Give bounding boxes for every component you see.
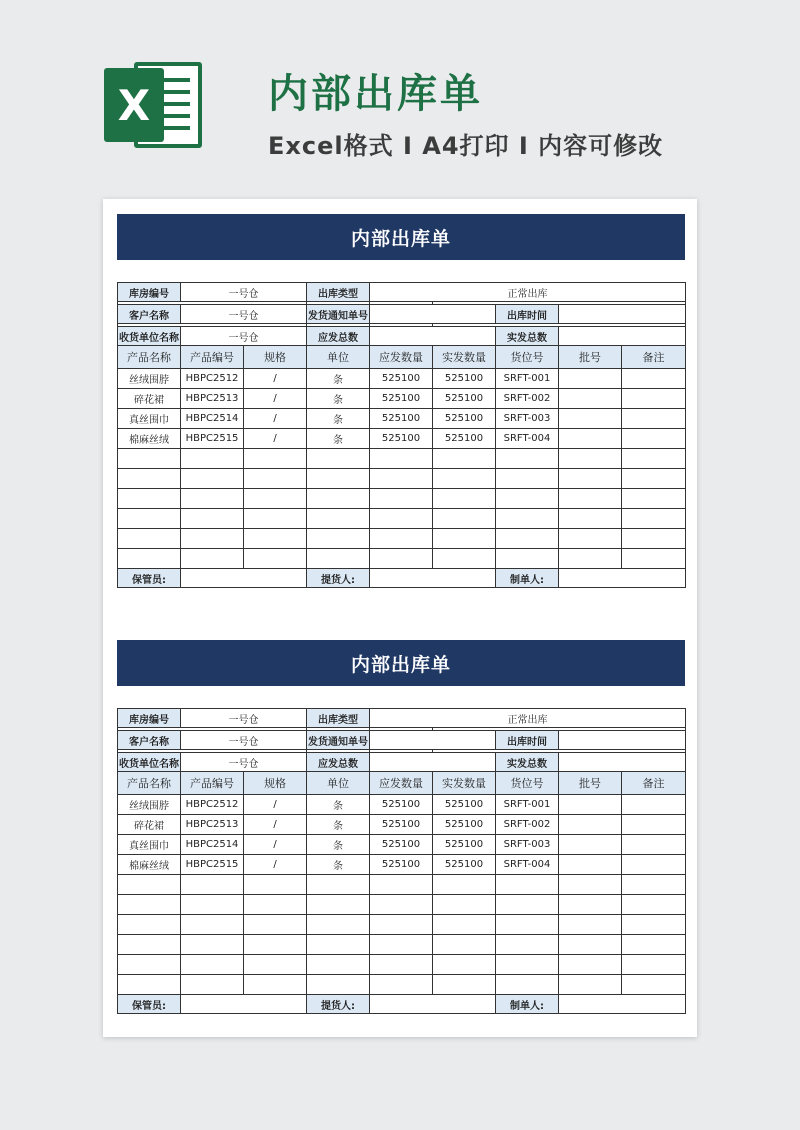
table-row — [118, 369, 686, 389]
table-row — [118, 835, 686, 855]
cell-batch[interactable] — [559, 855, 622, 875]
keeper-label: 保管员: — [118, 569, 181, 588]
col-header-batch: 批号 — [559, 772, 622, 795]
cell-qty-sent[interactable]: 525100 — [433, 835, 496, 855]
col-header-spec: 规格 — [244, 346, 307, 369]
notice-no-label: 发货通知单号 — [307, 731, 370, 750]
blank-row — [118, 469, 686, 489]
col-header-product-name: 产品名称 — [118, 346, 181, 369]
cell-product-name[interactable]: 真丝围巾 — [118, 835, 181, 855]
cell-qty-sent[interactable]: 525100 — [433, 369, 496, 389]
cell-batch[interactable] — [559, 389, 622, 409]
cell-location[interactable]: SRFT-004 — [496, 855, 559, 875]
cell-product-name[interactable]: 碎花裙 — [118, 815, 181, 835]
out-type-value[interactable]: 正常出库 — [370, 283, 686, 302]
cell-spec[interactable]: / — [244, 429, 307, 449]
receiver-label: 收货单位名称 — [118, 753, 181, 772]
col-header-product-no: 产品编号 — [181, 772, 244, 795]
cell-product-no[interactable]: HBPC2513 — [181, 815, 244, 835]
col-header-remark: 备注 — [622, 346, 686, 369]
form-title: 内部出库单 — [117, 214, 685, 260]
cell-qty-due[interactable]: 525100 — [370, 855, 433, 875]
maker-label: 制单人: — [496, 995, 559, 1014]
cell-spec[interactable]: / — [244, 815, 307, 835]
col-header-product-name: 产品名称 — [118, 772, 181, 795]
total-sent-label: 实发总数 — [496, 753, 559, 772]
cell-qty-due[interactable]: 525100 — [370, 389, 433, 409]
footer-row — [118, 995, 686, 1014]
table-row — [118, 409, 686, 429]
cell-batch[interactable] — [559, 815, 622, 835]
cell-qty-sent[interactable]: 525100 — [433, 409, 496, 429]
blank-row — [118, 915, 686, 935]
cell-unit[interactable]: 条 — [307, 835, 370, 855]
cell-product-name[interactable]: 真丝围巾 — [118, 409, 181, 429]
col-header-qty-sent: 实发数量 — [433, 346, 496, 369]
form-table — [117, 282, 686, 588]
col-header-qty-due: 应发数量 — [370, 772, 433, 795]
cell-spec[interactable]: / — [244, 835, 307, 855]
cell-product-no[interactable]: HBPC2513 — [181, 389, 244, 409]
cell-unit[interactable]: 条 — [307, 369, 370, 389]
cell-remark[interactable] — [622, 815, 686, 835]
receiver-label: 收货单位名称 — [118, 327, 181, 346]
col-header-unit: 单位 — [307, 772, 370, 795]
cell-qty-due[interactable]: 525100 — [370, 369, 433, 389]
col-header-remark: 备注 — [622, 772, 686, 795]
cell-product-no[interactable]: HBPC2514 — [181, 835, 244, 855]
info-row-customer — [118, 731, 686, 750]
cell-remark[interactable] — [622, 855, 686, 875]
total-sent-value[interactable] — [559, 327, 686, 346]
column-header-row — [118, 346, 686, 369]
cell-product-no[interactable]: HBPC2514 — [181, 409, 244, 429]
maker-label: 制单人: — [496, 569, 559, 588]
keeper-label: 保管员: — [118, 995, 181, 1014]
cell-qty-due[interactable]: 525100 — [370, 795, 433, 815]
blank-row — [118, 975, 686, 995]
cell-product-name[interactable]: 棉麻丝绒 — [118, 855, 181, 875]
picker-label: 提货人: — [307, 995, 370, 1014]
col-header-batch: 批号 — [559, 346, 622, 369]
out-time-value[interactable] — [559, 731, 686, 750]
cell-product-no[interactable]: HBPC2515 — [181, 855, 244, 875]
blank-row — [118, 549, 686, 569]
logo-letter: X — [104, 68, 164, 142]
page-title: 内部出库单 — [268, 71, 483, 117]
info-row-customer — [118, 305, 686, 324]
out-time-value[interactable] — [559, 305, 686, 324]
cell-batch[interactable] — [559, 795, 622, 815]
cell-spec[interactable]: / — [244, 795, 307, 815]
cell-remark[interactable] — [622, 389, 686, 409]
cell-batch[interactable] — [559, 369, 622, 389]
form-table — [117, 708, 686, 1014]
receiver-value[interactable]: 一号仓 — [181, 327, 307, 346]
maker-value[interactable] — [559, 569, 686, 588]
info-row-warehouse — [118, 709, 686, 728]
cell-unit[interactable]: 条 — [307, 815, 370, 835]
info-row-receiver — [118, 753, 686, 772]
cell-qty-sent[interactable]: 525100 — [433, 855, 496, 875]
cell-qty-sent[interactable]: 525100 — [433, 389, 496, 409]
total-sent-value[interactable] — [559, 753, 686, 772]
cell-product-name[interactable]: 丝绒围脖 — [118, 369, 181, 389]
total-due-label: 应发总数 — [307, 327, 370, 346]
picker-label: 提货人: — [307, 569, 370, 588]
document-paper — [103, 199, 697, 1037]
total-due-value[interactable] — [370, 327, 496, 346]
out-time-label: 出库时间 — [496, 731, 559, 750]
cell-qty-due[interactable]: 525100 — [370, 409, 433, 429]
info-row-receiver — [118, 327, 686, 346]
picker-value[interactable] — [370, 569, 496, 588]
warehouse-no-label: 库房编号 — [118, 709, 181, 728]
blank-row — [118, 449, 686, 469]
out-time-label: 出库时间 — [496, 305, 559, 324]
cell-qty-sent[interactable]: 525100 — [433, 815, 496, 835]
col-header-product-no: 产品编号 — [181, 346, 244, 369]
keeper-value[interactable] — [181, 569, 307, 588]
excel-logo-icon — [100, 56, 204, 154]
blank-row — [118, 529, 686, 549]
table-row — [118, 855, 686, 875]
outbound-form-2 — [117, 640, 685, 1012]
cell-qty-sent[interactable]: 525100 — [433, 795, 496, 815]
outbound-form-1 — [117, 214, 685, 586]
blank-row — [118, 955, 686, 975]
cell-qty-due[interactable]: 525100 — [370, 835, 433, 855]
column-header-row — [118, 772, 686, 795]
customer-label: 客户名称 — [118, 731, 181, 750]
footer-row — [118, 569, 686, 588]
cell-unit[interactable]: 条 — [307, 409, 370, 429]
out-type-label: 出库类型 — [307, 709, 370, 728]
cell-qty-sent[interactable]: 525100 — [433, 429, 496, 449]
cell-location[interactable]: SRFT-003 — [496, 835, 559, 855]
cell-location[interactable]: SRFT-002 — [496, 815, 559, 835]
warehouse-no-label: 库房编号 — [118, 283, 181, 302]
cell-batch[interactable] — [559, 409, 622, 429]
total-due-label: 应发总数 — [307, 753, 370, 772]
cell-location[interactable]: SRFT-002 — [496, 389, 559, 409]
table-row — [118, 389, 686, 409]
cell-location[interactable]: SRFT-004 — [496, 429, 559, 449]
cell-spec[interactable]: / — [244, 409, 307, 429]
cell-spec[interactable]: / — [244, 369, 307, 389]
cell-product-no[interactable]: HBPC2512 — [181, 795, 244, 815]
cell-spec[interactable]: / — [244, 855, 307, 875]
cell-remark[interactable] — [622, 429, 686, 449]
cell-qty-due[interactable]: 525100 — [370, 815, 433, 835]
col-header-qty-sent: 实发数量 — [433, 772, 496, 795]
cell-product-name[interactable]: 碎花裙 — [118, 389, 181, 409]
blank-row — [118, 509, 686, 529]
table-row — [118, 795, 686, 815]
customer-value[interactable]: 一号仓 — [181, 305, 307, 324]
cell-remark[interactable] — [622, 795, 686, 815]
form-title: 内部出库单 — [117, 640, 685, 686]
out-type-value[interactable]: 正常出库 — [370, 709, 686, 728]
cell-unit[interactable]: 条 — [307, 429, 370, 449]
receiver-value[interactable]: 一号仓 — [181, 753, 307, 772]
cell-qty-due[interactable]: 525100 — [370, 429, 433, 449]
col-header-spec: 规格 — [244, 772, 307, 795]
total-due-value[interactable] — [370, 753, 496, 772]
cell-unit[interactable]: 条 — [307, 389, 370, 409]
maker-value[interactable] — [559, 995, 686, 1014]
total-sent-label: 实发总数 — [496, 327, 559, 346]
customer-value[interactable]: 一号仓 — [181, 731, 307, 750]
cell-unit[interactable]: 条 — [307, 855, 370, 875]
cell-location[interactable]: SRFT-003 — [496, 409, 559, 429]
cell-product-no[interactable]: HBPC2515 — [181, 429, 244, 449]
warehouse-no-value[interactable]: 一号仓 — [181, 283, 307, 302]
cell-product-no[interactable]: HBPC2512 — [181, 369, 244, 389]
keeper-value[interactable] — [181, 995, 307, 1014]
info-row-warehouse — [118, 283, 686, 302]
warehouse-no-value[interactable]: 一号仓 — [181, 709, 307, 728]
notice-no-label: 发货通知单号 — [307, 305, 370, 324]
col-header-qty-due: 应发数量 — [370, 346, 433, 369]
blank-row — [118, 489, 686, 509]
cell-product-name[interactable]: 棉麻丝绒 — [118, 429, 181, 449]
blank-row — [118, 875, 686, 895]
picker-value[interactable] — [370, 995, 496, 1014]
table-row — [118, 815, 686, 835]
cell-remark[interactable] — [622, 409, 686, 429]
out-type-label: 出库类型 — [307, 283, 370, 302]
col-header-location: 货位号 — [496, 346, 559, 369]
cell-location[interactable]: SRFT-001 — [496, 795, 559, 815]
cell-batch[interactable] — [559, 429, 622, 449]
col-header-location: 货位号 — [496, 772, 559, 795]
blank-row — [118, 935, 686, 955]
cell-remark[interactable] — [622, 835, 686, 855]
page-subtitle: Excel格式 I A4打印 I 内容可修改 — [268, 132, 664, 160]
blank-row — [118, 895, 686, 915]
notice-no-value[interactable] — [370, 731, 496, 750]
cell-location[interactable]: SRFT-001 — [496, 369, 559, 389]
customer-label: 客户名称 — [118, 305, 181, 324]
col-header-unit: 单位 — [307, 346, 370, 369]
notice-no-value[interactable] — [370, 305, 496, 324]
table-row — [118, 429, 686, 449]
cell-product-name[interactable]: 丝绒围脖 — [118, 795, 181, 815]
cell-unit[interactable]: 条 — [307, 795, 370, 815]
cell-remark[interactable] — [622, 369, 686, 389]
cell-batch[interactable] — [559, 835, 622, 855]
cell-spec[interactable]: / — [244, 389, 307, 409]
